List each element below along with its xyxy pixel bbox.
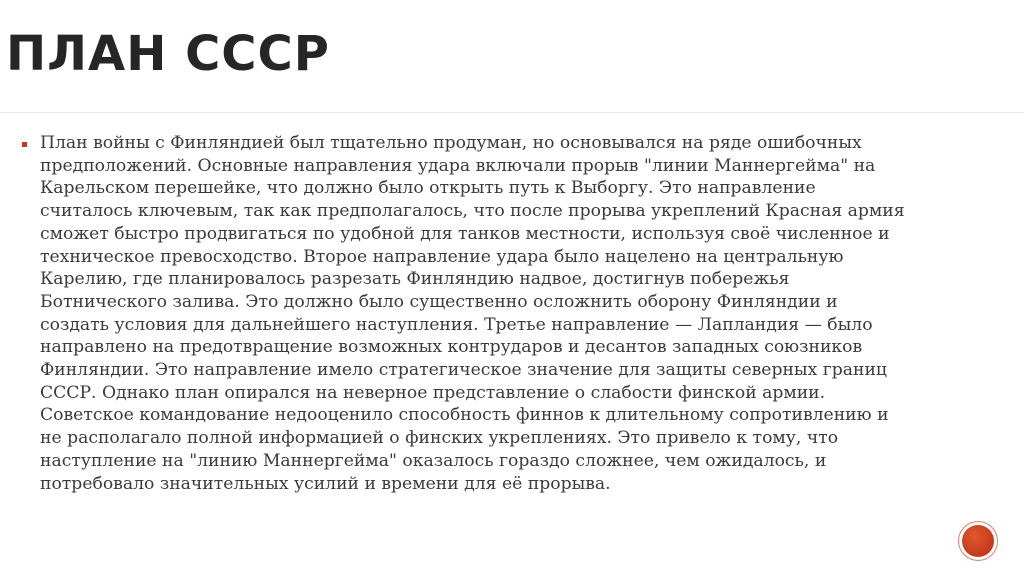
slide-content [22,132,912,495]
square-bullet-icon [22,142,27,147]
next-slide-button[interactable] [958,521,998,561]
slide-title: ПЛАН СССР [6,26,330,82]
bullet-item [22,132,912,495]
circle-nav-icon [962,525,994,557]
bullet-text: План войны с Финляндией был тщательно продуман, но основывался на ряде ошибочных предположений. Основные направления удара включали прорыв "линии Маннергейма" на Карельском перешейке, что должно было открыть путь к Выборгу. Это направление считалось ключевым, так как предполагалось, что после прорыва укреплений Красная армия сможет быстро продвигаться по удобной для танков местности, используя своё численное и техническое превосходство. Второе направление удара было нацелено на центральную Карелию, где планировалось разрезать Финляндию надвое, достигнув побережья Ботнического залива. Это должно было существенно осложнить оборону Финляндии и создать условия для дальнейшего наступления. Третье направление — Лапландия — было направлено на предотвращение возможных контрударов и десантов западных союзников Финляндии. Это направление имело стратегическое значение для защиты северных границ СССР. Однако план опирался на неверное представление о слабости финской армии. Советское командование недооценило способность финнов к длительному сопротивлению и не располагало полной информацией о финских укреплениях. Это привело к тому, что наступление на "линию Маннергейма" оказалось гораздо сложнее, чем ожидалось, и потребовало значительных усилий и времени для её прорыва. [40,133,905,494]
title-bar [0,0,1024,113]
